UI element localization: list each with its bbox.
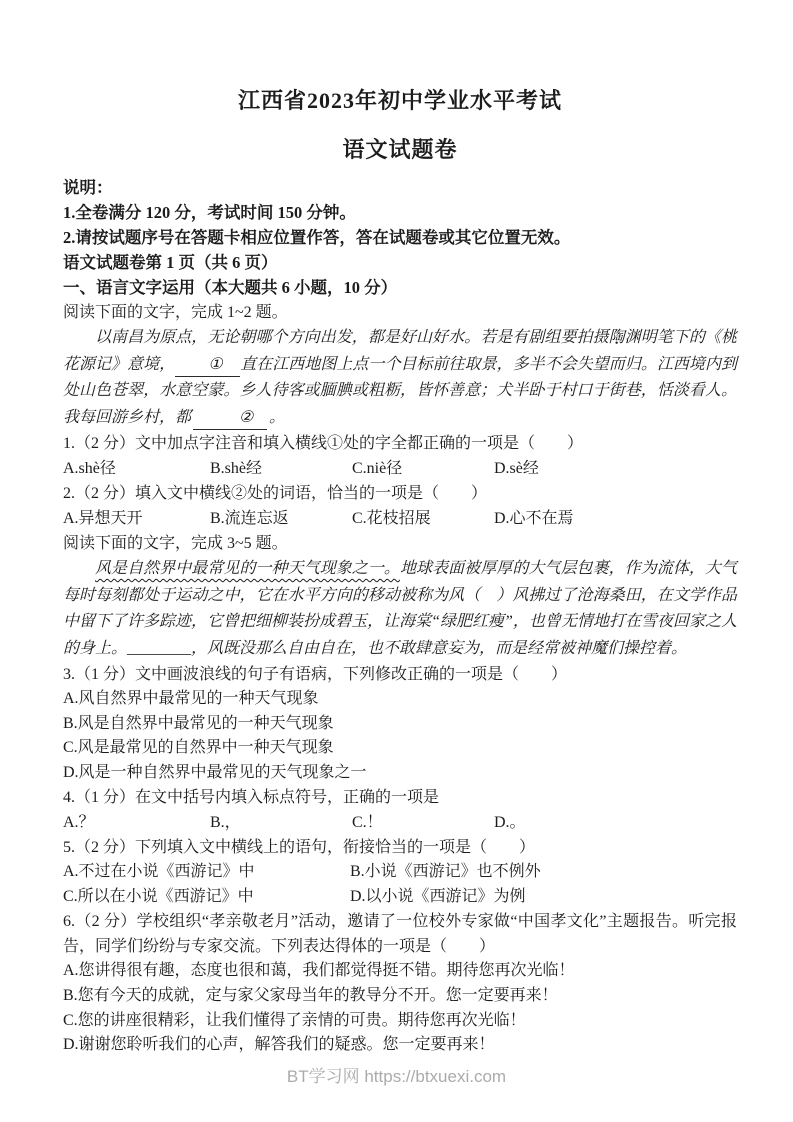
question-4-options	[63, 810, 737, 835]
question-6-options	[63, 959, 737, 1057]
instructions-label: 说明：	[63, 178, 113, 197]
question-2-stem: 2.（2 分）填入文中横线②处的词语，恰当的一项是（ ）	[63, 485, 488, 502]
passage-1-text: 直在江西地图上点一个目标前往取景，多半不会失望而归。江西境内到处山色苍翠，水意空蒙。乡人待客或腼腆或粗粝，皆怀善意；犬半卧于村口于街巷，恬淡看人。我每回游乡村，都	[63, 355, 737, 426]
fill-blank-2: ②	[193, 407, 267, 430]
fill-blank-line: ________	[127, 639, 192, 657]
question-5-option-b: B.小说《西游记》也不例外	[350, 863, 541, 881]
instruction-2: 2.请按试题序号在答题卡相应位置作答，答在试题卷或其它位置无效。	[63, 228, 571, 247]
page-subtitle: 语文试题卷	[342, 137, 458, 162]
question-5-stem: 5.（2 分）下列填入文中横线上的语句，衔接恰当的一项是（ ）	[63, 839, 536, 857]
question-4-option-b: B.，	[210, 814, 241, 832]
question-5	[63, 835, 737, 909]
question-1-option-b: B.shè经	[210, 460, 263, 477]
question-4	[63, 785, 737, 835]
question-5-option-d: D.以小说《西游记》为例	[350, 887, 526, 905]
reading-intro-1: 阅读下面的文字，完成 1~2 题。	[63, 304, 288, 321]
passage-1	[63, 325, 737, 431]
question-4-option-a: A.？	[63, 814, 95, 832]
question-3-stem: 3.（1 分）文中画波浪线的句子有语病，下列修改正确的一项是（ ）	[63, 666, 568, 683]
question-5-option-a: A.不过在小说《西游记》中	[63, 863, 255, 881]
passage-2-text: ，风既没那么自由自在，也不敢肆意妄为，而是经常被神魔们操控着。	[191, 639, 688, 657]
question-3-option-d: D.风是一种自然界中最常见的天气现象之一	[63, 763, 367, 781]
watermark-footer: BT学习网 https://btxuexi.com	[286, 1067, 507, 1086]
question-2-option-a: A.异想天开	[63, 510, 143, 527]
question-2-option-b: B.流连忘返	[210, 510, 289, 527]
question-3-option-a: A.风自然界中最常见的一种天气现象	[63, 690, 319, 707]
instruction-1: 1.全卷满分 120 分，考试时间 150 分钟。	[63, 203, 356, 222]
page-content	[63, 0, 737, 1058]
passage-2-text: 地球表面被厚厚的大气层包裹，作为流体，大气每时每刻都处于运动之中，它在水平方向的移动被称为风（ ）风拂过了沧海桑田，在文学作品中留下了许多踪迹，它曾把细柳装扮成碧玉，让海棠“绿肥红瘦”，也曾无情地打在雪夜回家之人的身上。	[63, 560, 737, 657]
question-4-option-c: C.！	[352, 814, 383, 832]
question-1-option-c: C.niè径	[352, 460, 403, 477]
question-3-option-b: B.风是自然界中最常见的一种天气现象	[63, 714, 334, 732]
question-2	[63, 481, 737, 531]
question-6-option-b: B.您有今天的成就，定与家父家母当年的教导分不开。您一定要再来！	[63, 986, 558, 1004]
question-4-option-d: D.。	[494, 814, 526, 832]
page-indicator: 语文试题卷第 1 页（共 6 页）	[63, 253, 278, 272]
instructions-block	[63, 175, 737, 300]
question-1-stem: 1.（2 分）文中加点字注音和填入横线①处的字全都正确的一项是（ ）	[63, 435, 584, 452]
question-2-options	[63, 506, 737, 531]
question-3-options	[63, 687, 737, 785]
question-5-options	[63, 860, 737, 909]
passage-1-text: 陶渊明笔下的《桃花源记》意境，	[63, 329, 737, 373]
passage-1-text: 。	[269, 408, 286, 426]
question-1-option-d: D.sè经	[494, 460, 539, 477]
question-6-option-a: A.您讲得很有趣，态度也很和蔼，我们都觉得挺不错。期待您再次光临！	[63, 962, 575, 980]
passage-2	[63, 556, 737, 662]
question-4-stem: 4.（1 分）在文中括号内填入标点符号，正确的一项是	[63, 789, 440, 807]
section-title: 一、语言文字运用（本大题共 6 小题，10 分）	[63, 278, 398, 297]
question-6-option-c: C.您的讲座很精彩，让我们懂得了亲情的可贵。期待您再次光临！	[63, 1011, 526, 1029]
dotted-character: 摄	[592, 329, 609, 346]
question-6	[63, 909, 737, 1057]
question-1-option-a: A.shè径	[63, 460, 116, 477]
question-1-options	[63, 456, 737, 481]
question-3-option-c: C.风是最常见的自然界中一种天气现象	[63, 739, 334, 757]
question-2-option-d: D.心不在焉	[494, 510, 574, 527]
question-2-option-c: C.花枝招展	[352, 510, 431, 527]
question-3	[63, 662, 737, 785]
page-title: 江西省2023年初中学业水平考试	[237, 88, 562, 113]
question-1	[63, 431, 737, 481]
question-5-option-c: C.所以在小说《西游记》中	[63, 887, 254, 905]
wavy-underlined-sentence: 风是自然界中最常见的一种天气现象之一。	[95, 560, 400, 577]
reading-intro-2: 阅读下面的文字，完成 3~5 题。	[63, 535, 288, 552]
passage-1-text: 以南昌为原点，无论朝哪个方向出发，都是好山好水。若是有剧组要拍	[95, 329, 593, 346]
question-6-stem: 6.（2 分）学校组织“孝亲敬老月”活动，邀请了一位校外专家做“中国孝文化”主题报告。听完报告，同学们纷纷与专家交流。下列表达得体的一项是（ ）	[63, 913, 737, 956]
fill-blank-1: ①	[175, 354, 240, 377]
question-6-option-d: D.谢谢您聆听我们的心声，解答我们的疑惑。您一定要再来！	[63, 1036, 495, 1054]
